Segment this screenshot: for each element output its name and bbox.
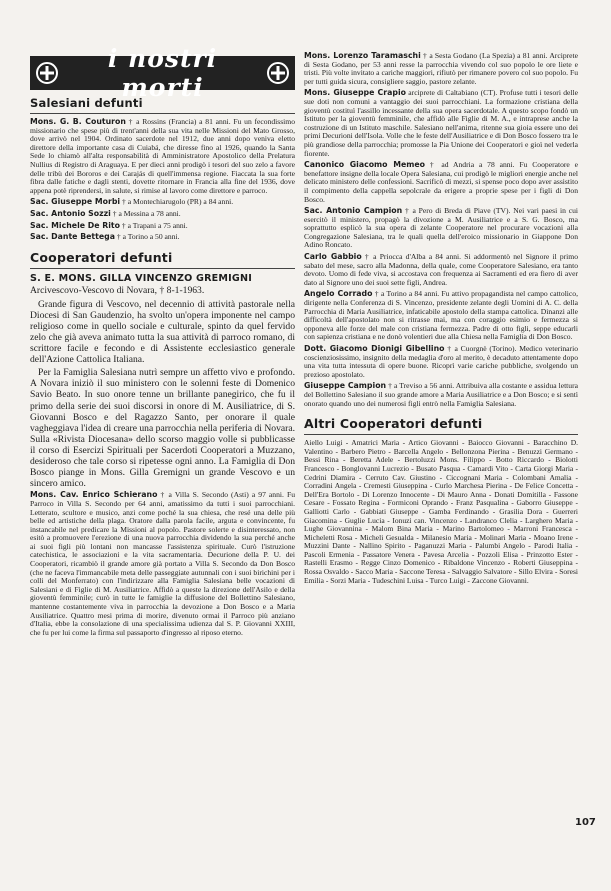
entry-text: † a Trapani a 75 anni. [121, 220, 188, 230]
salesiani-heading: Salesiani defunti [30, 96, 143, 110]
entry-name: Canonico Giacomo Memeo [304, 160, 426, 170]
entry-text: † a Treviso a 56 anni. Attribuiva alla costante e assidua lettura del Bollettino Salesiano il suo grande amore a Maria Ausiliatrice e a Don Bosco; e si sentì onorato quando uno dei numerosi figli entrò nella Famiglia Salesiana. [304, 381, 578, 408]
entry-name: Sac. Michele De Rito [30, 220, 120, 230]
bishop-name: S. E. MONS. GILLA VINCENZO GREMIGNI [30, 272, 252, 284]
entry-name: Mons. G. B. Couturon [30, 117, 126, 126]
entry-text: † a Priocca d'Alba a 84 anni. Si addormentò nel Signore il primo sabato del mese, sacro alla Madonna, della quale, come Cooperatore Salesiano, era tanto devoto. Uomo di fede viva, si accostava con frequenza ai Sacramenti ed era fiero di aver dato al Signore uno dei suoi sette figli, Andrea. [304, 252, 578, 287]
cross-icon [267, 62, 289, 84]
page-number: 107 [575, 817, 596, 828]
entry-text: † a Montechiarugolo (PR) a 84 anni. [122, 197, 234, 207]
bishop-paragraph: Grande figura di Vescovo, nel decennio di attività pastorale nella Diocesi di San Gaudenzio, ha svolto un'opera imponente nel campo religioso come in quello sociale e culturale, spinto da quel fervido zelo che già aveva animato tutta la sua attività di parroco romano, di scrittore facile e fecondo e di Assistente ecclesiastico generale dell'Azione Cattolica Italiana. [30, 298, 295, 366]
obituary-entry [304, 207, 578, 250]
entry-text: arciprete di Caltabiano (CT). Profuse tutti i tesori delle sue doti non comuni a vantaggio dei suoi parrocchiani. La formazione cristiana della gioventù costituì l'assillo incessante della sua opera sacerdotale. A questo scopo fondò un Istituto per la gioventù femminile, che affidò alle Figlie di M. A., e intraprese anche la costruzione di un Istituto maschile. Salesiano nell'anima, ritenne sua gioia essere uno dei primi Decurioni dell'Isola. Volle che le feste dell'Ausiliatrice e di Don Bosco fossero tra le più grandiose della parrocchia; promosse la Pia Unione dei Cooperatori e gioì nel vederla fiorente. [304, 88, 578, 158]
obituary-entry [30, 491, 295, 637]
entry-name: Sac. Giuseppe Morbi [30, 197, 121, 207]
entry-name: Giuseppe Campion [304, 381, 387, 391]
obituary-banner [30, 44, 295, 102]
entry-name: Dott. Giacomo Dionigi Gibellino [304, 344, 445, 353]
entry-name: Sac. Dante Bettega [30, 232, 116, 242]
right-column [304, 52, 578, 585]
entry-name: Sac. Antonio Sozzi [30, 208, 111, 218]
entry-text: † a Pero di Breda di Piave (TV). Nei vari paesi in cui esercitò il ministero, propagò la divozione a M. Ausiliatrice e a S. G. Bosco, ma soprattutto esplicò la sua opera di zelante Cooperatore nel procurare vocazioni alla Congregazione Salesiana, tra le quali quella dell'eroico missionario in Giappone Don Adino Roncato. [304, 206, 578, 250]
entry-name: Mons. Giuseppe Crapio [304, 88, 406, 98]
cooperatori-heading: Cooperatori defunti [30, 249, 173, 265]
cross-icon [36, 62, 58, 84]
entry-text: † a Rossins (Francia) a 81 anni. Fu un fecondissimo missionario che spese più di trent'anni della sua vita nelle Missioni del Mato Grosso, dove arrivò nel 1904. Ordinato sacerdote nel 1912, due anni dopo veniva eletto direttore della importante casa di Cuiabá, che diresse fino al 1926, quando la Santa Sede lo chiamò all'alta responsabilità di Amministratore Apostolico della Prelatura Nullius di Registro di Araguaya. E per dieci anni prodigò i tesori del suo zelo a favore delle tribù dei Bororos e dei Carajás di quell'immensa regione. Fiaccata la sua forte fibra dalle fatiche e dagli stenti, dovette ritornare in Francia alla fine del 1936, dove appena potè riprendersi, in salute, si rimise al lavoro come direttore e parroco. [30, 117, 295, 195]
entry-text: † a Torino a 84 anni. Fu attivo propagandista nel campo cattolico, dirigente nella Conferenza di S. Vincenzo, presidente zelante degli Uomini di A. C. della Parrocchia di Maria Ausiliatrice, infaticabile apostolo della stampa cattolica. Dinanzi alle difficoltà dell'apostolato non si ritrasse mai, ma con coraggio esimio e fermezza si opponeva alle forze del male con cristiana fermezza. Padre di otto figli, seppe educarli con sapienza cristiana e ne donò volentieri due alla Chiesa nella Famiglia di Don Bosco. [304, 289, 578, 342]
left-column [30, 44, 295, 640]
obituary-entry [30, 233, 295, 242]
bishop-paragraph: Per la Famiglia Salesiana nutrì sempre un affetto vivo e profondo. A Novara iniziò il suo ministero con le solenni feste di Domenico Savio Beato. In suo onore tenne un brillante panegirico, che fu il primo della serie dei suoi discorsi in onore di M. Ausiliatrice, di S. Giovanni Bosco e del Ragazzo Santo, per onorare il quale vagheggiava l'idea di creare una parrocchia nella periferia di Novara. Sulla «Rivista Diocesana» dello scorso maggio volle si pubblicasse il corso di Esercizi Spirituali per Sacerdoti Cooperatori a Muzzano, desideroso che tale corso si ripetesse ogni anno. La Famiglia di Don Bosco piange in Mons. Gilla Gremigni un grande Vescovo e un sincero amico. [30, 367, 295, 490]
entry-text: † a Cuorgnè (Torino). Medico veterinario coscienziosissimo, insignito della medaglia d'oro al merito, è decaduto attentamente dopo una vita tutta intessuta di opere buone. Ricoprì varie cariche pubbliche, svolgendo un prezioso apostolato. [304, 344, 578, 379]
others-list: Aiello Luigi - Amatrici Maria - Artico Giovanni - Baiocco Giovanni - Baracchino D. Valentino - Barbero Pietro - Barcella Angelo - Bellonzona Pierina - Benuzzi Germano - Bessi Rina - Beretta Adele - Bertoluzzi Mons. Filippo - Botto Riccardo - Biolotti Francesco - Bonglovanni Lucrezio - Busato Pasqua - Camardi Vito - Carta Giorgi Maria - Cedrini Diamira - Cerruto Cav. Giustino - Ciccognani Maria - Colombani Amalia - Corradini Angela - Cremesti Giuseppina - Curlo Marchesa Pierina - De Felice Concetta - Dell'Era Bortolo - Di Lorenzo Innocente - Di Mauro Anna - Donati Domitilla - Fassone Cesare - Fossato Regina - Formiconi Oprando - Franz Pasqualina - Gaborro Giuseppe - Galliotti Carlo - Gabbiati Giuseppe - Gamba Ferdinando - Grasilia Dora - Guerreri Giacomina - Guglie Lucia - Ionuzi can. Vincenzo - Landranco Clelia - Larghero Maria - Lughe Giovannina - Malom Bina Maria - Marino Bartolomeo - Marroni Francesca - Micheletti Rosa - Micheli Gesualda - Milanesio Maria - Molinari Maria - Moano Irene - Muzzini Dante - Nallino Spirito - Paganuzzi Maria - Palumbi Angelo - Parodi Italia - Pascoli Ermenia - Passatore Venera - Pavesa Arcelia - Pozzoli Elisa - Prinzotto Ester - Rastelli Erasmo - Regge Cinzo Domenico - Ribaldone Vincenzo - Roberti Giuseppina - Rossa Osvaldo - Sacco Maria - Saccone Teresa - Salvaggio Salvatore - Sillo Elvira - Soresi Emilia - Sorzi Maria - Tudeschini Luisa - Turco Luigi - Zaccone Giovanni. [304, 438, 578, 585]
obituary-entry [30, 210, 295, 219]
entry-text: † a Torino a 50 anni. [116, 232, 180, 242]
obituary-entry [30, 222, 295, 231]
entry-name: Mons. Cav. Enrico Schierano [30, 490, 158, 500]
entry-name: Carlo Gabbio [304, 252, 362, 262]
obituary-entry [30, 198, 295, 207]
entry-text: † a Sesta Godano (La Spezia) a 81 anni. Arciprete di Sesta Godano, per 53 anni resse la parrocchia vivendo col suo popolo le ore liete e tristi. Più volte invitato a cariche maggiori, rifiutò per rimanere povero col suo popolo. Fu per tutti guida sicura, consigliere saggio, pastore zelante. [304, 51, 578, 86]
obituary-entry [304, 382, 578, 408]
banner-title: i nostri morti [107, 44, 218, 102]
obituary-entry [304, 161, 578, 204]
entry-name: Sac. Antonio Campion [304, 206, 403, 216]
obituary-entry [304, 345, 578, 379]
obituary-entry [304, 89, 578, 158]
bishop-subtitle: Arcivescovo-Vescovo di Novara, † 8-1-1963. [30, 284, 205, 296]
obituary-entry [304, 253, 578, 287]
divider [30, 113, 295, 114]
divider [304, 434, 578, 435]
entry-text: † ad Andria a 78 anni. Fu Cooperatore e benefattore insigne della locale Opera Salesiana, cui prodigò le migliori energie anche nel delicato ministero delle confessioni. Sacrificò di mezzi, si spense poco dopo aver assistito il compimento della cappella sepolcrale da erigere a proprie spese per i figli di Don Bosco. [304, 160, 578, 204]
entry-text: † a Messina a 78 anni. [112, 208, 181, 218]
entry-text: † a Villa S. Secondo (Asti) a 97 anni. Fu Parroco in Villa S. Secondo per 64 anni, amatissimo da tutti i suoi parrocchiani. Letterato, scultore e musico, anzi come poché la sua chiesa, che resé una delle più belle ed artistiche della plaga. Oratore dalla parola facile, arguta e convincente, fu instancabile nel predicare la Missioni al popolo. Pastore solerte e disinteressato, non esitò a promuovere l'erezione di una nuova parrocchia dividendo la sua perché anche ai suoi figli più lontani non mancasse l'assistenza spirituale. Curò l'istruzione catechistica, le associazioni e la vita sacramentaria. Decurione della P. U. dei Cooperatori, ricambiò il grande amore già portato a Villa S. Secondo da Don Bosco (che ne faceva l'immancabile meta delle passeggiate autunnali con i suoi birichini per i colli del Monferrato) con l'indirizzare alla Famiglia Salesiana belle vocazioni di Salesiani e di Figlie di M. Ausiliatrice. Affidò a queste la direzione dell'Asilo e della gioventù femminile; curò in tutte le famiglie la diffusione del Bollettino Salesiano, mantenne costantemente viva in parrocchia la devozione a Don Bosco e a Maria Ausiliatrice. Quattro mesi prima di morire, divenuto ormai il Parroco più anziano d'Italia, ebbe la consolazione di una specialissima udienza dal S. P. Giovanni XXIII, che fu per lui come la firma sul passaporto d'ingresso al riposo eterno. [30, 490, 295, 637]
altri-heading: Altri Cooperatori defunti [304, 416, 483, 432]
obituary-entry [304, 290, 578, 342]
obituary-entry [304, 52, 578, 86]
entry-name: Mons. Lorenzo Taramaschi [304, 51, 421, 60]
divider [30, 268, 295, 269]
obituary-entry [30, 118, 295, 195]
entry-name: Angelo Corrado [304, 289, 373, 299]
